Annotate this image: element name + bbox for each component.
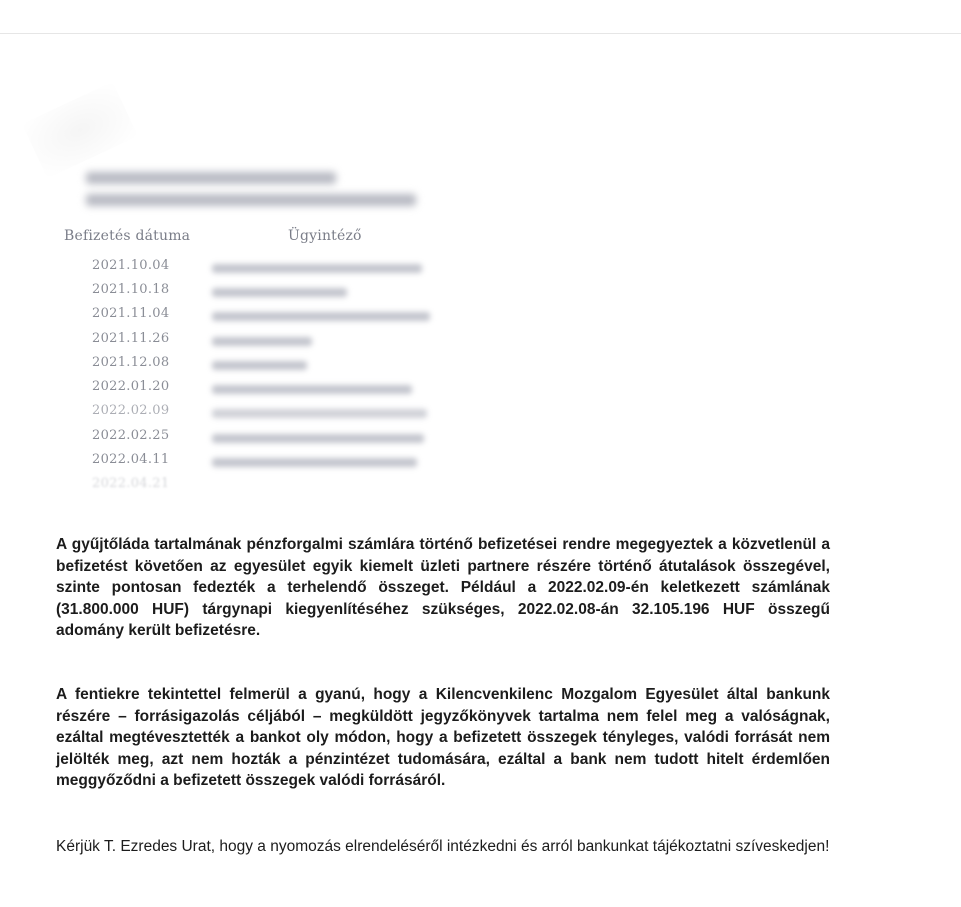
paragraph-request: Kérjük T. Ezredes Urat, hogy a nyomozás elrendeléséről intézkedni és arról bankunkat tájékoztatni szíveskedjen! (56, 838, 830, 855)
table-row (60, 306, 460, 326)
payment-date: 2022.04.11 (92, 452, 170, 467)
table-row (60, 379, 460, 399)
payment-date: 2022.02.09 (92, 403, 170, 418)
table-row (60, 476, 460, 496)
payment-date: 2021.10.04 (92, 258, 170, 273)
payment-date: 2022.01.20 (92, 379, 170, 394)
table-row (60, 355, 460, 375)
payment-date: 2021.10.18 (92, 282, 170, 297)
redacted-agent (212, 385, 412, 394)
redacted-agent (212, 458, 417, 467)
table-row (60, 282, 460, 302)
payment-date: 2022.02.25 (92, 428, 170, 443)
paragraph-suspicion: A fentiekre tekintettel felmerül a gyanú, hogy a Kilencvenkilenc Mozgalom Egyesület által bankunk részére – forrásigazolás céljából – megküldött jegyzőkönyvek tartalma nem felel meg a valóságnak, ezáltal megtévesztették a bankot oly módon, hogy a befizetett összegek tényleges, valódi forrását nem jelölték meg, azt nem hozták a pénzintézet tudomására, ezáltal a bank nem tudott hitelt érdemlően meggyőződni a befizetett összegek valódi forrásáról. (56, 686, 830, 790)
redacted-header-block (86, 170, 426, 216)
table-row (60, 428, 460, 448)
payment-date: 2022.04.21 (92, 476, 170, 491)
redacted-line (86, 194, 416, 206)
table-row (60, 452, 460, 472)
redacted-agent (212, 288, 347, 297)
redacted-agent (212, 409, 427, 418)
redacted-agent (212, 361, 307, 370)
scan-smudge (22, 82, 138, 179)
payment-date: 2021.11.04 (92, 306, 170, 321)
redacted-agent (212, 312, 430, 321)
redacted-agent (212, 434, 424, 443)
column-header-agent: Ügyintéző (288, 228, 362, 244)
payment-date: 2021.12.08 (92, 355, 170, 370)
redacted-agent (212, 337, 312, 346)
redacted-line (86, 172, 336, 184)
table-row (60, 258, 460, 278)
paragraph-payments: A gyűjtőláda tartalmának pénzforgalmi számlára történő befizetései rendre megegyeztek a közvetlenül a befizetést követően az egyesület egyik kiemelt üzleti partnere részére történő átutalások összegével, szinte pontosan fedezték a terhelendő összeget. Például a 2022.02.09-én keletkezett számlának (31.800.000 HUF) tárgynapi kiegyenlítéséhez szükséges, 2022.02.08-án 32.105.196 HUF összegű adomány került befizetésre. (56, 536, 830, 640)
table-row (60, 403, 460, 423)
payment-date: 2021.11.26 (92, 331, 170, 346)
table-row (60, 331, 460, 351)
top-divider (0, 33, 961, 34)
redacted-agent (212, 264, 422, 273)
column-header-date: Befizetés dátuma (64, 228, 191, 244)
